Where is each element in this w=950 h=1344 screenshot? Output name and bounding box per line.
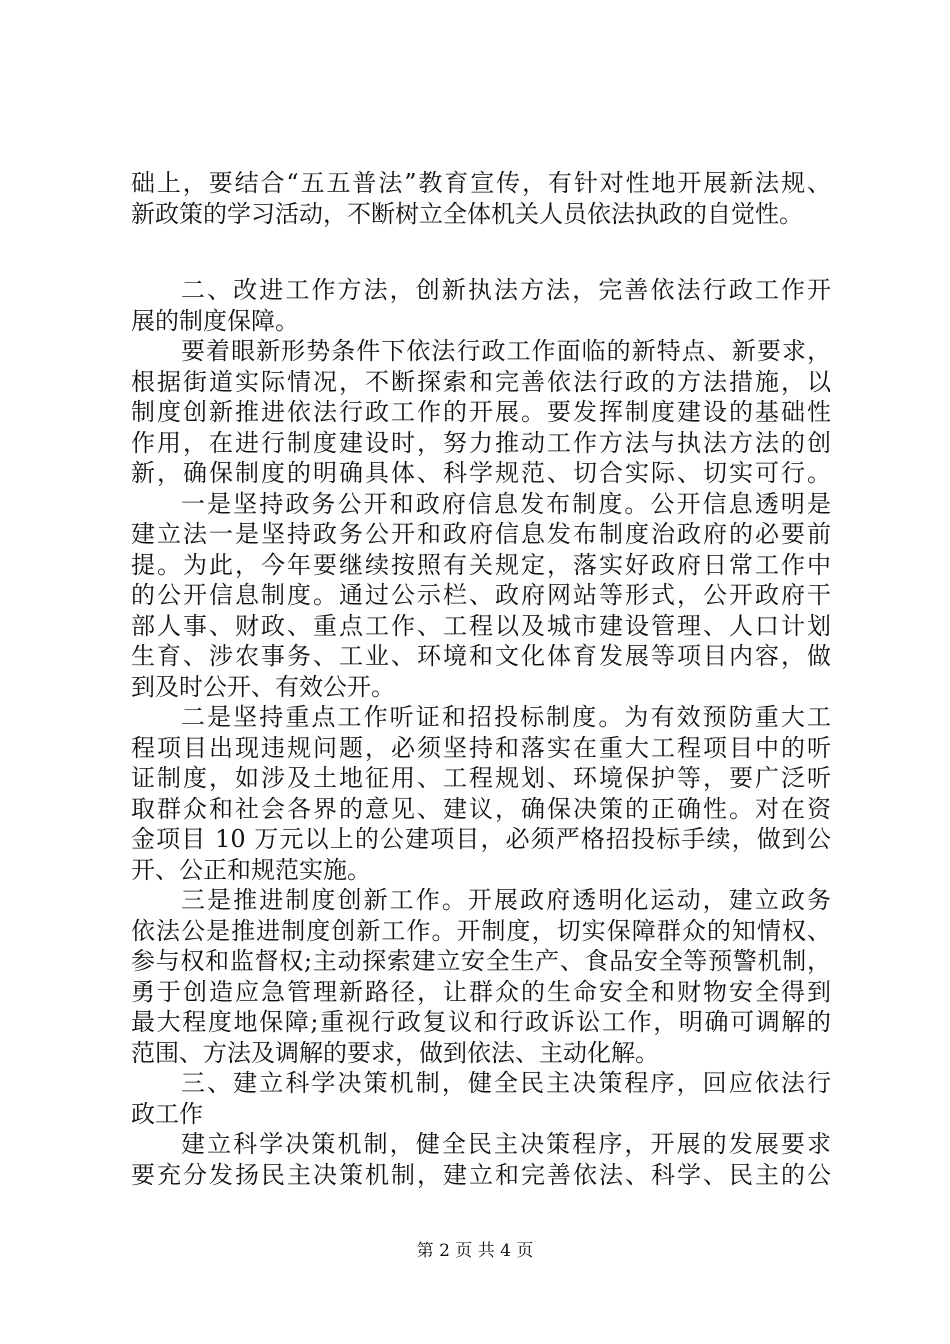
document-body — [131, 168, 831, 1190]
text-line: 一是坚持政务公开和政府信息发布制度。公开信息透明是 — [181, 489, 831, 518]
text-line: 建立科学决策机制，健全民主决策程序，开展的发展要求 — [181, 1130, 831, 1158]
text-line: 的公开信息制度。通过公示栏、政府网站等形式，公开政府干 — [131, 581, 831, 609]
text-line: 参与权和监督权;主动探索建立安全生产、食品安全等预警机制， — [131, 947, 831, 975]
text-line: 范围、方法及调解的要求，做到依法、主动化解。 — [131, 1038, 659, 1067]
text-line: 最大程度地保障;重视行政复议和行政诉讼工作，明确可调解的 — [131, 1008, 831, 1036]
text-line: 三、建立科学决策机制，健全民主决策程序，回应依法行 — [181, 1069, 831, 1097]
paragraph — [131, 1129, 831, 1190]
paragraph — [131, 885, 831, 1068]
paragraph — [131, 702, 831, 885]
text-line: 三是推进制度创新工作。开展政府透明化运动，建立政务 — [181, 886, 831, 914]
paragraph — [131, 489, 831, 703]
text-line: 生育、涉农事务、工业、环境和文化体育发展等项目内容，做 — [131, 642, 831, 670]
text-line: 要着眼新形势条件下依法行政工作面临的新特点、新要求， — [181, 337, 831, 365]
text-line: 开、公正和规范实施。 — [131, 855, 371, 884]
text-line: 作用，在进行制度建设时，努力推动工作方法与执法方法的创 — [131, 428, 831, 457]
paragraph — [131, 336, 831, 489]
paragraph-gap — [131, 229, 831, 275]
text-line: 二、改进工作方法，创新执法方法，完善依法行政工作开 — [181, 276, 831, 304]
text-line: 程项目出现违规问题，必须坚持和落实在重大工程项目中的听 — [131, 733, 831, 762]
text-line: 展的制度保障。 — [131, 306, 299, 335]
text-line: 新政策的学习活动，不断树立全体机关人员依法执政的自觉性。 — [131, 199, 803, 228]
page-footer: 第 2 页 共 4 页 — [416, 1241, 534, 1261]
paragraph — [131, 168, 831, 229]
text-line: 到及时公开、有效公开。 — [131, 672, 395, 701]
text-line: 证制度，如涉及土地征用、工程规划、环境保护等，要广泛听 — [131, 764, 831, 792]
text-line: 根据街道实际情况，不断探索和完善依法行政的方法措施，以 — [131, 367, 831, 396]
text-line: 勇于创造应急管理新路径，让群众的生命安全和财物安全得到 — [131, 977, 831, 1006]
section-heading — [131, 275, 831, 336]
text-line: 依法公是推进制度创新工作。开制度，切实保障群众的知情权、 — [131, 916, 831, 945]
text-line: 础上，要结合“五五普法”教育宣传，有针对性地开展新法规、 — [131, 169, 831, 197]
text-line: 部人事、财政、重点工作、工程以及城市建设管理、人口计划 — [131, 611, 831, 640]
text-line: 金项目 10 万元以上的公建项目，必须严格招投标手续，做到公 — [131, 825, 831, 853]
text-line: 取群众和社会各界的意见、建议，确保决策的正确性。对在资 — [131, 794, 831, 823]
text-line: 新，确保制度的明确具体、科学规范、切合实际、切实可行。 — [131, 459, 831, 487]
section-heading — [131, 1068, 831, 1129]
text-line: 制度创新推进依法行政工作的开展。要发挥制度建设的基础性 — [131, 398, 831, 426]
text-line: 政工作 — [131, 1099, 203, 1128]
text-line: 二是坚持重点工作听证和招投标制度。为有效预防重大工 — [181, 703, 831, 731]
text-line: 建立法一是坚持政务公开和政府信息发布制度治政府的必要前 — [131, 520, 831, 548]
text-line: 要充分发扬民主决策机制，建立和完善依法、科学、民主的公 — [131, 1160, 831, 1189]
text-line: 提。为此，今年要继续按照有关规定，落实好政府日常工作中 — [131, 550, 831, 579]
